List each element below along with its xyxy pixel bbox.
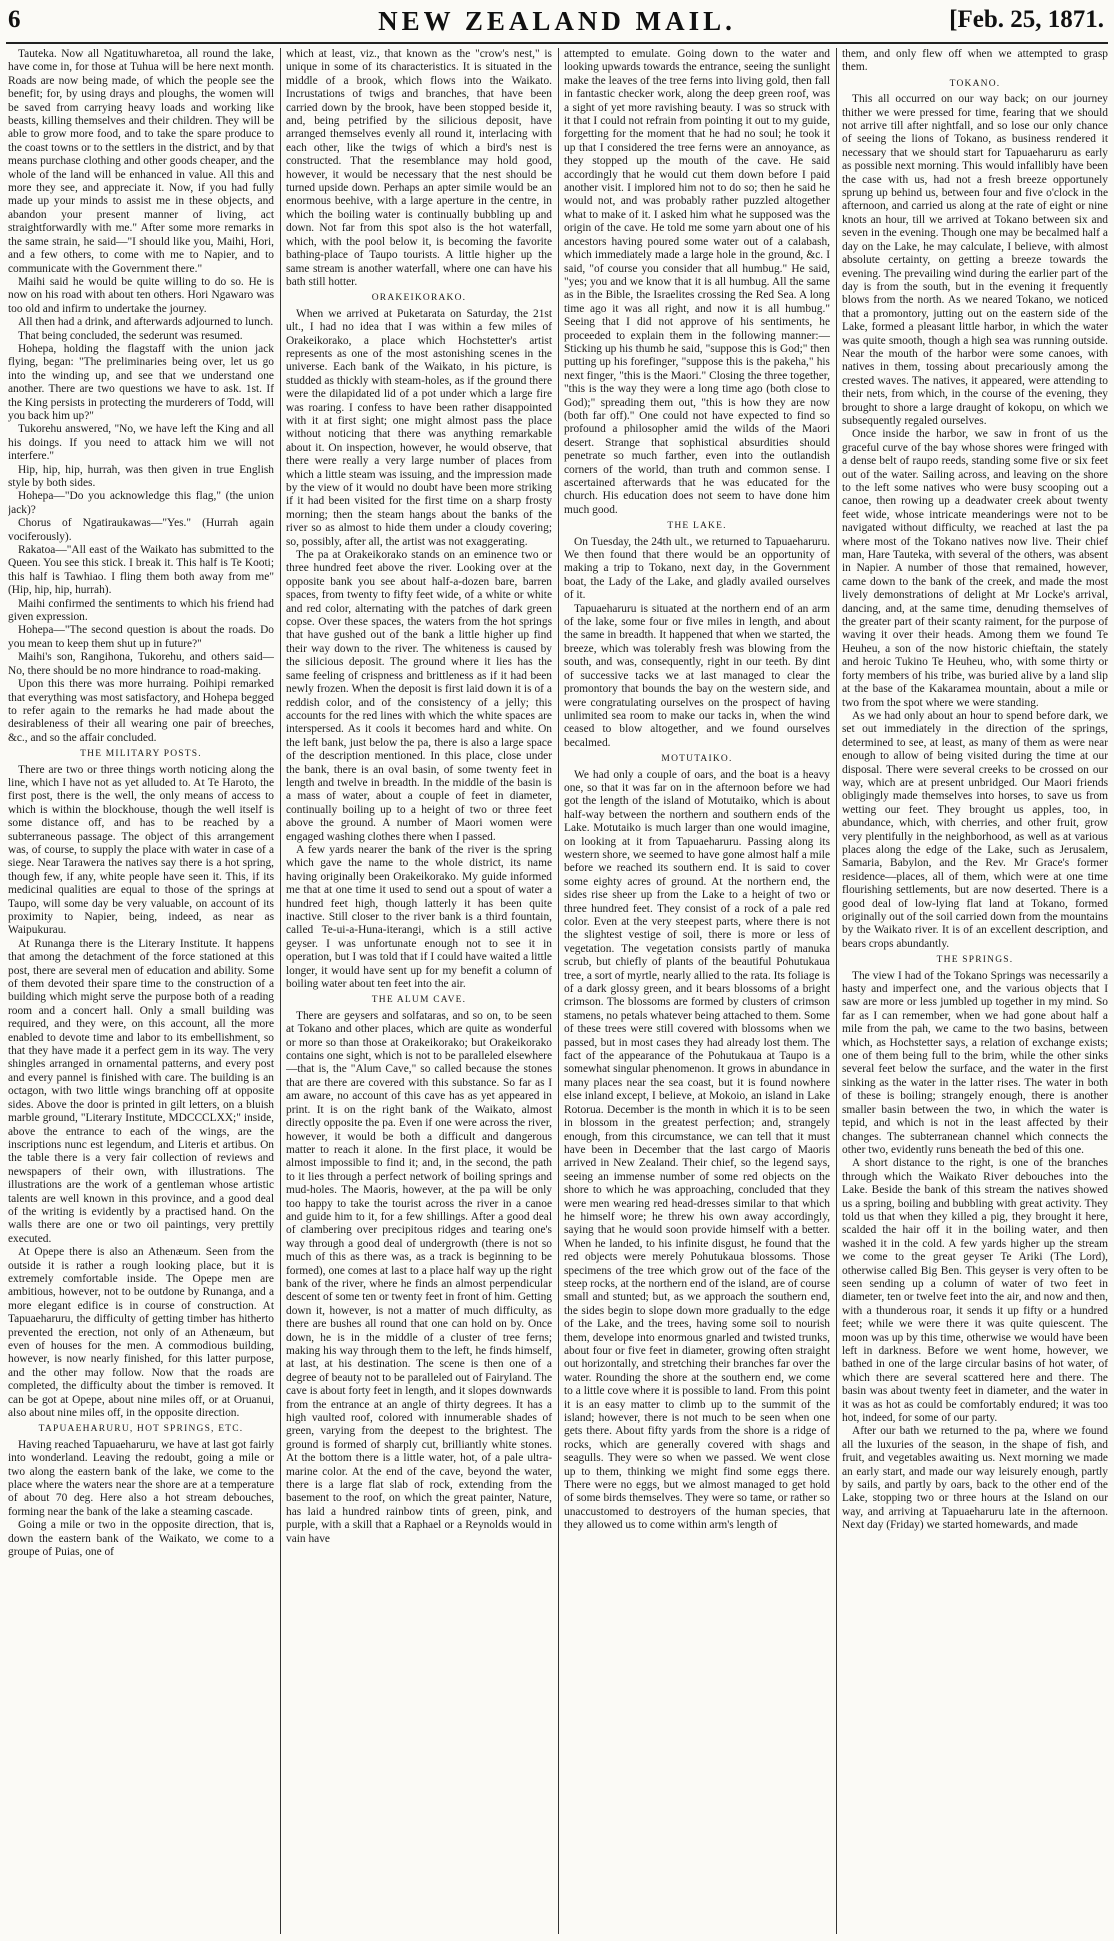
section-heading: TAPUAEHARURU, HOT SPRINGS, ETC. bbox=[38, 1424, 244, 1435]
paragraph: A few yards nearer the bank of the river is the spring which gave the name to the whole district, its name having originally been Orakeikorako. My guide informed me that at one time it used to send out a spout of water a hundred feet high, though latterly it has been quite inactive. Still closer to the river bank is a third fountain, called Te-ui-a-Huna-iterangi, which is a still active geyser. I was unfortunate enough not to see it in operation, but I was told that if I could have waited a little longer, it would have sent up for my benefit a column of boiling water about ten feet into the air. bbox=[286, 843, 552, 991]
paragraph: Maihi confirmed the sentiments to which his friend had given expression. bbox=[8, 597, 274, 624]
section-heading: THE SPRINGS. bbox=[936, 955, 1014, 966]
masthead bbox=[0, 4, 1114, 40]
paragraph: Hohepa—"The second question is about the roads. Do you mean to keep them shut up in future?" bbox=[8, 624, 274, 650]
paragraph: On Tuesday, the 24th ult., we returned to Tapuaeharuru. We then found that there would be an opportunity of making a trip to Tokano, next day, in the Government boat, the Lady of the Lake, and gladly availed ourselves of it. bbox=[564, 535, 830, 602]
page-number: 6 bbox=[8, 6, 21, 33]
paragraph: A short distance to the right, is one of the branches through which the Waikato River debouches into the Lake. Beside the bank of this stream the natives showed us a spring, boiling and bubbling with great activity. They told us that when they killed a pig, they brought it here, scalded the hair off it in the boiling water, and then washed it in the cold. A few yards higher up the stream we come to the great geyser Te Ariki (The Lord), otherwise called Big Ben. This geyser is very often to be seen sending up a column of water of two feet in diameter, ten or twelve feet into the air, and now and then, with a thunderous roar, it sends it up fifty or a hundred feet; while we were there it was quite quiescent. The moon was up by this time, otherwise we would have been left in darkness. Before we went home, however, we bathed in one of the large circular basins of hot water, of which there are several scattered here and there. The basin was about twenty feet in diameter, and the water in it was as hot as could be comfortably endured; it was too hot, indeed, for some of our party. bbox=[842, 1157, 1108, 1425]
paragraph: Tapuaeharuru is situated at the northern end of an arm of the lake, some four or five miles in length, and about the same in breadth. It happened that when we started, the breeze, which was tolerably fresh was blowing from the south, and was, consequently, right in our teeth. By dint of successive tacks we at last managed to clear the promontory that bounds the bay on the western side, and were congratulating ourselves on the prospect of having unlimited sea room to make our tacks in, when the wind ceased to blow altogether, and we found ourselves becalmed. bbox=[564, 602, 830, 749]
paragraph: attempted to emulate. Going down to the water and looking upwards towards the entrance, seeing the sunlight make the leaves of the tree ferns into living gold, then fall in fantastic checker work, along the deep green roof, was a sight of yet more ravishing beauty. I was so struck with it that I could not refrain from pointing it out to my guide, forgetting for the moment that he had no soul; he took it up that I considered the tree ferns were an annoyance, as they stopped up the mouth of the cave. He said accordingly that he would cut them down before I paid another visit. I implored him not to do so; then he said he would not, and was probably rather puzzled altogether what to make of it. I asked him what he supposed was the origin of the cave. He told me some yarn about one of his ancestors having poured some water out of a calabash, which immediately made a large hole in the ground, &c. I said, "of course you consider that all humbug." He said, "yes; you and we know that it is all humbug. All the same as in the Bible, the Israelites crossing the Red Sea. A long time ago it was all right, and now it is all humbug." Seeing that I did not approve of his sentiments, he proceeded to explain them in the following manner:—Sticking up his thumb he said, "suppose this is God;" then putting up his forefinger, "suppose this is the pakeha," his next finger, "this is the Maori." Closing the three together, "this is the way they were a long time ago (both close to God);" spreading them out, "this is how they are now (both far off)." One could not have expected to find so profound a philosopher amid the wilds of the Maori desert. Strange that sophistical absurdities should penetrate so much farther, even into the outlandish corners of the world, than truth and common sense. I ascertained afterwards that he was educated for the church. His education does not seem to have done him much good. bbox=[564, 48, 830, 516]
section-heading: TOKANO. bbox=[949, 78, 1001, 89]
article-column-4 bbox=[842, 48, 1108, 1938]
issue-date: [Feb. 25, 1871. bbox=[949, 6, 1104, 33]
section-heading: THE LAKE. bbox=[667, 521, 727, 532]
paragraph: Going a mile or two in the opposite direction, that is, down the eastern bank of the Waikato, we come to a groupe of Puias, one of bbox=[8, 1519, 274, 1559]
column-divider bbox=[280, 48, 281, 1934]
paragraph: All then had a drink, and afterwards adjourned to lunch. bbox=[18, 316, 274, 329]
column-divider bbox=[558, 48, 559, 1934]
paragraph: When we arrived at Puketarata on Saturday, the 21st ult., I had no idea that I was within a few miles of Orakeikorako, a place which Hochstetter's artist represents as one of the most astonishing scenes in the universe. Each bank of the Waikato, in his picture, is studded as thickly with steam-holes, as if the ground there were the dilapidated lid of a pot under which a large fire was roaring. I confess to have been rather disappointed with it at first sight; one might almost pass the place without noticing that there was anything remarkable about it. On inspection, however, he would observe, that there were really a very large number of places from which a little steam was issuing, and the impression made by the view of it would no doubt have been more striking if it had been visited for the first time on a sharp frosty morning; then the steam hangs about the banks of the river so as almost to hide them under a cloudy covering; so, possibly, after all, the artist was not exaggerating. bbox=[286, 307, 552, 548]
section-heading: ORAKEIKORAKO. bbox=[371, 293, 467, 304]
paragraph: Chorus of Ngatiraukawas—"Yes." (Hurrah again vociferously). bbox=[8, 517, 274, 543]
paragraph: That being concluded, the sederunt was resumed. bbox=[18, 329, 243, 342]
paragraph: Hohepa—"Do you acknowledge this flag," (the union jack)? bbox=[8, 490, 274, 516]
article-column-3 bbox=[564, 48, 830, 1938]
paragraph: Once inside the harbor, we saw in front of us the graceful curve of the bay whose shores were fringed with a dense belt of raupo reeds, standing some five or six feet out of the water. Sailing across, and leaving on the shore to the left some natives who were busy scooping out a canoe, then rowing up a deadwater creek about twenty feet wide, whose intricate meanderings were not to be navigated without difficulty, we reached at last the pa where most of the Tokano natives now live. Their chief man, Hare Tauteka, with several of the others, was absent in Napier. A number of those that remained, however, came down to the bank of the creek, and made the most lively demonstrations of delight at Mr Locke's arrival, dancing, and, at the same time, denuding themselves of the greater part of their scanty raiment, for the purpose of waving it over their heads. Among them we found Te Heuheu, a son of the now historic chieftain, the stately and heroic Tukino Te Heuheu, who, with some thirty or forty members of his tribe, was buried alive by a land slip at the base of the Kakaramea mountain, about a mile or two from the spot where we were standing. bbox=[842, 428, 1108, 709]
paragraph: After our bath we returned to the pa, where we found all the luxuries of the season, in the shape of fish, and fruit, and vegetables awaiting us. Next morning we made an early start, and made our way leisurely enough, partly by sails, and partly by oars, back to the other end of the Lake, stopping two or three hours at the Island on our way, and arriving at Tapuaeharuru late in the afternoon. Next day (Friday) we started homewards, and made bbox=[842, 1425, 1108, 1532]
paragraph: The view I had of the Tokano Springs was necessarily a hasty and imperfect one, and the various objects that I saw are more or less jumbled up together in my mind. So far as I can remember, when we had gone about half a mile from the pah, we came to the two basins, between which, as Hochstetter says, a relation of exchange exists; one of them being full to the brim, while the other sinks several feet below the surface, and the water in the first sinking as the water in the latter rises. The water in both of these is boiling; strangely enough, there is another smaller basin between the two, in which the water is tepid, and which is not in the least affected by their changes. The subterranean channel which connects the other two, evidently runs beneath the bed of this one. bbox=[842, 969, 1108, 1156]
paragraph: The pa at Orakeikorako stands on an eminence two or three hundred feet above the river. Looking over at the opposite bank you see about half-a-dozen bare, barren spaces, from twenty to fifty feet wide, of a white or white and red color, alternating with the patches of dark green copse. Over these spaces, the waters from the hot springs that have gushed out of the bank a little higher up find their way down to the river. The whiteness is caused by the silicious deposit. The ground where it lies has the same feeling of crispness and brittleness as if it had been newly frozen. When the deposit is first laid down it is of a reddish color, and of the consistency of a jelly; this accounts for the red lines with which the white spaces are interspersed. As it cools it becomes hard and white. On the left bank, just below the pa, there is also a large space of the description mentioned. In this place, close under the bank, there is an oval basin, of some twenty feet in length and twelve in breadth. In the middle of the basin is a mass of water, about a couple of feet in diameter, continually boiling up to a height of two or three feet above the ground. A number of Maori women were engaged washing clothes there when I passed. bbox=[286, 549, 552, 843]
section-heading: THE ALUM CAVE. bbox=[371, 995, 467, 1006]
paragraph: As we had only about an hour to spend before dark, we set out immediately in the direction of the springs, determined to see, at least, as many of them as were near enough to allow of being visited during the time at our disposal. There were several creeks to be crossed on our way, which are at present unbridged. Our Maori friends obligingly made themselves into horses, to save us from wetting our feet. They brought us apples, too, in abundance, which, with cherries, and other fruit, grow very plentifully in the neighborhood, as well as at various places along the edge of the Lake, such as Jerusalem, Samaria, Babylon, and the Rev. Mr Grace's former residence—places, all of them, which were at one time flourishing settlements, but are now deserted. There is a good deal of low-lying flat land at Tokano, formed originally out of the soil carried down from the mountains by the Waikato river. It is of an excellent description, and bears crops abundantly. bbox=[842, 709, 1108, 950]
paragraph: Maihi's son, Rangihona, Tukorehu, and others said—No, there should be no more hindrance to road-making. bbox=[8, 651, 274, 677]
paragraph: There are two or three things worth noticing along the line, which I have not as yet alluded to. At Te Haroto, the first post, there is the well, the only means of access to which is within the blockhouse, though the well itself is some distance off, and has to be reached by a subterraneous passage. The object of this arrangement was, of course, to supply the place with water in case of a siege. Near Tarawera the natives say there is a hot spring, though few, if any, white people have seen it. This, if its medicinal qualities are equal to those of the springs at Taupo, will some day be very valuable, on account of its proximity to Napier, being, indeed, as near as Waipukurau. bbox=[8, 763, 274, 937]
section-heading: MOTUTAIKO. bbox=[661, 754, 733, 765]
paragraph: Rakatoa—"All east of the Waikato has submitted to the Queen. You see this stick. I break it. This half is Te Kooti; this half is Tawhiao. I fling them both away from me" (Hip, hip, hip, hurrah). bbox=[8, 544, 274, 597]
paragraph: At Opepe there is also an Athenæum. Seen from the outside it is rather a rough looking place, but it is extremely comfortable inside. The Opepe men are ambitious, however, not to be outdone by Runanga, and a more elegant edifice is in course of construction. At Tapuaeharuru, the difficulty of getting timber has hitherto prevented the erection, not only of an Athenæum, but even of houses for the men. A commodious building, however, is now nearly finished, for this latter purpose, and the other may follow. Now that the roads are completed, the difficulty about the timber is removed. It can be got at Opepe, about nine miles off, or at Oruanui, also about nine miles off, in the opposite direction. bbox=[8, 1246, 274, 1420]
paragraph: There are geysers and solfataras, and so on, to be seen at Tokano and other places, which are quite as wonderful or more so than those at Orakeikorako; but Orakeikorako contains one sight, which is not to be paralleled elsewhere—that is, the "Alum Cave," so called because the stones that are there are covered with this substance. So far as I am aware, no account of this cave has as yet appeared in print. It is on the right bank of the Waikato, almost directly opposite the pa. Even if one were across the river, however, it would be both a difficult and dangerous matter to reach it alone. In the first place, it would be almost impossible to find it; and, in the second, the path to it lies through a perfect network of boiling springs and mud-holes. The Maoris, however, at the pa will be only too happy to take the tourist across the river in a canoe and guide him to it, for a few shillings. After a good deal of clambering over precipitous ridges and tearing one's way through a good deal of undergrowth (there is not so much of this as there was, as a track is beginning to be formed), one comes at last to a place half way up the right bank of the river, where he finds an almost perpendicular descent of some ten or twenty feet in front of him. Getting down it, however, is not a matter of much difficulty, as there are bushes all round that one can hold on by. Once down, he is in the middle of a cluster of tree ferns; making his way through them to the left, he finds himself, at last, at his destination. The scene is then one of a degree of beauty not to be paralleled out of Fairyland. The cave is about forty feet in length, and it slopes downwards from the entrance at an angle of thirty degrees. It has a high vaulted roof, colored with innumerable shades of green, varying from the deepest to the brightest. The ground is formed of sharply cut, brilliantly white stones. At the bottom there is a little water, hot, of a pale ultra-marine color. At the end of the cave, beyond the water, there is a large flat slab of rock, extending from the basement to the roof, on which the great painter, Nature, has laid a hundred rainbow tints of green, pink, and purple, with a skill that a Raphael or a Reynolds would in vain have bbox=[286, 1009, 552, 1545]
paragraph: This all occurred on our way back; on our journey thither we were pressed for time, fearing that we should not arrive till after nightfall, and so lose our only chance of seeing the lions of Tokano, as business rendered it necessary that we should start for Tapuaeharuru as early as possible next morning. This would infallibly have been the case with us, had not a fresh breeze opportunely sprung up behind us, between four and five o'clock in the afternoon, and carried us along at the rate of eight or nine knots an hour, till we arrived at Tokano between six and seven in the evening. Though one may be becalmed half a day on the Lake, he may calculate, I believe, with almost absolute certainty, on getting a breeze towards the evening. The prevailing wind during the earlier part of the day is from the south, but in the evening it frequently blows from the north. As we neared Tokano, we noticed that a promontory, jutting out on the eastern side of the Lake, formed a pleasant little harbor, in which the water was quite smooth, though a high sea was running outside. Near the mouth of the harbor were some canoes, with natives in them, tossing about precariously among the crested waves. The natives, it appeared, were attending to their nets, from which, in the course of the evening, they brought to shore a large draught of kokopu, on which we subsequently regaled ourselves. bbox=[842, 93, 1108, 427]
paragraph: Upon this there was more hurraing. Poihipi remarked that everything was most satisfactory, and Hohepa begged to refer again to the remarks he had made about the desirableness of their all wearing one pair of breeches, &c., and so the affair concluded. bbox=[8, 678, 274, 744]
newspaper-title: NEW ZEALAND MAIL. bbox=[378, 6, 736, 36]
paragraph: which at least, viz., that known as the "crow's nest," is unique in some of its characteristics. It is situated in the middle of a brook, which flows into the Waikato. Incrustations of twigs and branches, that have been carried down by the brook, have been stopped beside it, and, being petrified by the silicious deposit, have arranged themselves evenly all round it, interlacing with each other, like the twigs of which a bird's nest is constructed. That the resemblance may hold good, however, it would be necessary that the nest should be turned upside down. Perhaps an apter simile would be an enormous beehive, with a large aperture in the centre, in which the boiling water is continually bubbling up and down. Not far from this spot also is the hot waterfall, which, with the pool below it, is becoming the favorite bathing-place of Taupo tourists. A little higher up the same stream is another waterfall, where one can have his bath still hotter. bbox=[286, 48, 552, 288]
paragraph: Hip, hip, hip, hurrah, was then given in true English style by both sides. bbox=[8, 463, 274, 489]
article-column-2 bbox=[286, 48, 552, 1938]
section-heading: THE MILITARY POSTS. bbox=[80, 749, 202, 760]
column-divider bbox=[836, 48, 837, 1934]
paragraph: them, and only flew off when we attempted to grasp them. bbox=[842, 48, 1108, 74]
paragraph: We had only a couple of oars, and the boat is a heavy one, so that it was far on in the afternoon before we had got the length of the island of Motutaiko, which is about half-way between the northern and southern ends of the Lake. Motutaiko is much larger than one would imagine, on looking at it from Tapuaeharuru. Passing along its western shore, we seemed to have gone almost half a mile before we reached its southern end. It is said to cover some eighty acres of ground. At the northern end, the sides rise sheer up from the Lake to a height of two or three hundred feet. They consist of a rock of a pale red color. Even at the very steepest parts, where there is not the slightest vestige of soil, there is more or less of vegetation. The vegetation consists partly of manuka scrub, but chiefly of plants of the beautiful Pohutukaua tree, a sort of myrtle, nearly allied to the rata. Its foliage is of a dark glossy green, and it bears blossoms of a bright crimson. The blossoms are formed by clusters of crimson stamens, no petals whatever being attached to them. Some of these trees were still covered with blossoms when we passed, but in most cases they had already lost them. The fact of the appearance of the Pohutukaua at Taupo is a somewhat singular phenomenon. It grows in abundance in many places near the sea coast, but it is found nowhere else inland except, I believe, at Mokoio, an island in Lake Rotorua. December is the month in which it is to be seen in blossom in the greatest perfection; and, strangely enough, from this circumstance, we can tell that it must have been in December that the last cargo of Maoris arrived in New Zealand. Their chief, so the legend says, seeing an immense number of some red objects on the shore to which he was approaching, concluded that they were men wearing red head-dresses similar to that which he himself wore; he threw his own away accordingly, saying that he would soon provide himself with a better. When he landed, to his infinite disgust, he found that the red objects were merely Pohutukaua blossoms. Those specimens of the tree which grow out of the face of the steep rocks, at the northern end of the island, are of course small and stunted; but, as we approach the southern end, the sides begin to slope down more gradually to the edge of the Lake, and the trees, having some soil to nourish them, develope into enormous gnarled and twisted trunks, about four or five feet in diameter, growing often straight out horizontally, and stretching their branches far over the water. Rounding the shore at the southern end, we come to a little cove where it is possible to land. From this point it is an easy matter to climb up to the summit of the island; however, there is not much to be seen when one gets there. About fifty yards from the shore is a ridge of rocks, which are generally covered with shags and seagulls. They were so when we passed. We went close up to them, thinking we might find some eggs there. There were no eggs, but we almost managed to get hold of some birds themselves. They were so tame, or rather so unaccustomed to destroyers of the human species, that they allowed us to come within arm's length of bbox=[564, 768, 830, 1532]
paragraph: Hohepa, holding the flagstaff with the union jack flying, began: "The preliminaries being over, let us go into the winding up, and see that we understand one another. There are two questions we have to ask. 1st. If the King persists in protecting the murderers of Todd, will you back him up?" bbox=[8, 342, 274, 422]
paragraph: Having reached Tapuaeharuru, we have at last got fairly into wonderland. Leaving the redoubt, going a mile or two along the eastern bank of the lake, we come to the place where the waters near the shore are at a temperature of about 70 deg. Here also a hot stream debouches, forming near the bank of the lake a steaming cascade. bbox=[8, 1438, 274, 1518]
paragraph: Maihi said he would be quite willing to do so. He is now on his road with about ten others. Hori Ngawaro was too old and infirm to undertake the journey. bbox=[8, 275, 274, 315]
masthead-rule bbox=[6, 42, 1108, 44]
paragraph: Tauteka. Now all Ngatituwharetoa, all round the lake, have come in, for those at Tuhua will be here next month. Roads are now being made, of which the people see the benefit; for, by using drays and ploughs, the women will be saved from carrying heavy loads and working like beasts, killing themselves and their children. They will be able to grow more food, and to take the spare produce to the coast towns or to the settlers in the district, and by that means purchase clothing and other goods cheaper, and the whole of the land will be enhanced in value. All this and more they see, and appreciate it. Now, if you had fully made up your minds to assist me in these objects, and abandon your present manner of living, act straightforwardly with me." After some more remarks in the same strain, he said—"I should like you, Maihi, Hori, and a few others, to come with me to Napier, and to communicate with the Government there." bbox=[8, 48, 274, 275]
paragraph: At Runanga there is the Literary Institute. It happens that among the detachment of the force stationed at this post, there are several men of education and ability. Some of them devoted their spare time to the construction of a building which might serve the purpose both of a reading room and a concert hall. Only a small building was required, and they were, on this account, all the more enabled to devote time and labor to its embellishment, so that they have made it a perfect gem in its way. The very shingles arranged in ornamental patterns, and every post and every pannel is finished with care. The building is an octagon, with two little wings branching off at opposite sides. Above the door is printed in gilt letters, on a bluish marble ground, "Literary Institute, MDCCCLXX;" inside, above the entrance to each of the wings, are the inscriptions nunc est legendum, and Literis et artibus. On the table there is a very fair collection of reviews and newspapers of their own, with illustrations. The illustrations are the work of a gentleman whose artistic talents are well known in this province, and a good deal of the writing is evidently by a practised hand. On the walls there are one or two oil paintings, very prettily executed. bbox=[8, 937, 274, 1245]
paragraph: Tukorehu answered, "No, we have left the King and all his doings. If you need to attack him we will not interfere." bbox=[8, 423, 274, 463]
article-column-1 bbox=[8, 48, 274, 1938]
